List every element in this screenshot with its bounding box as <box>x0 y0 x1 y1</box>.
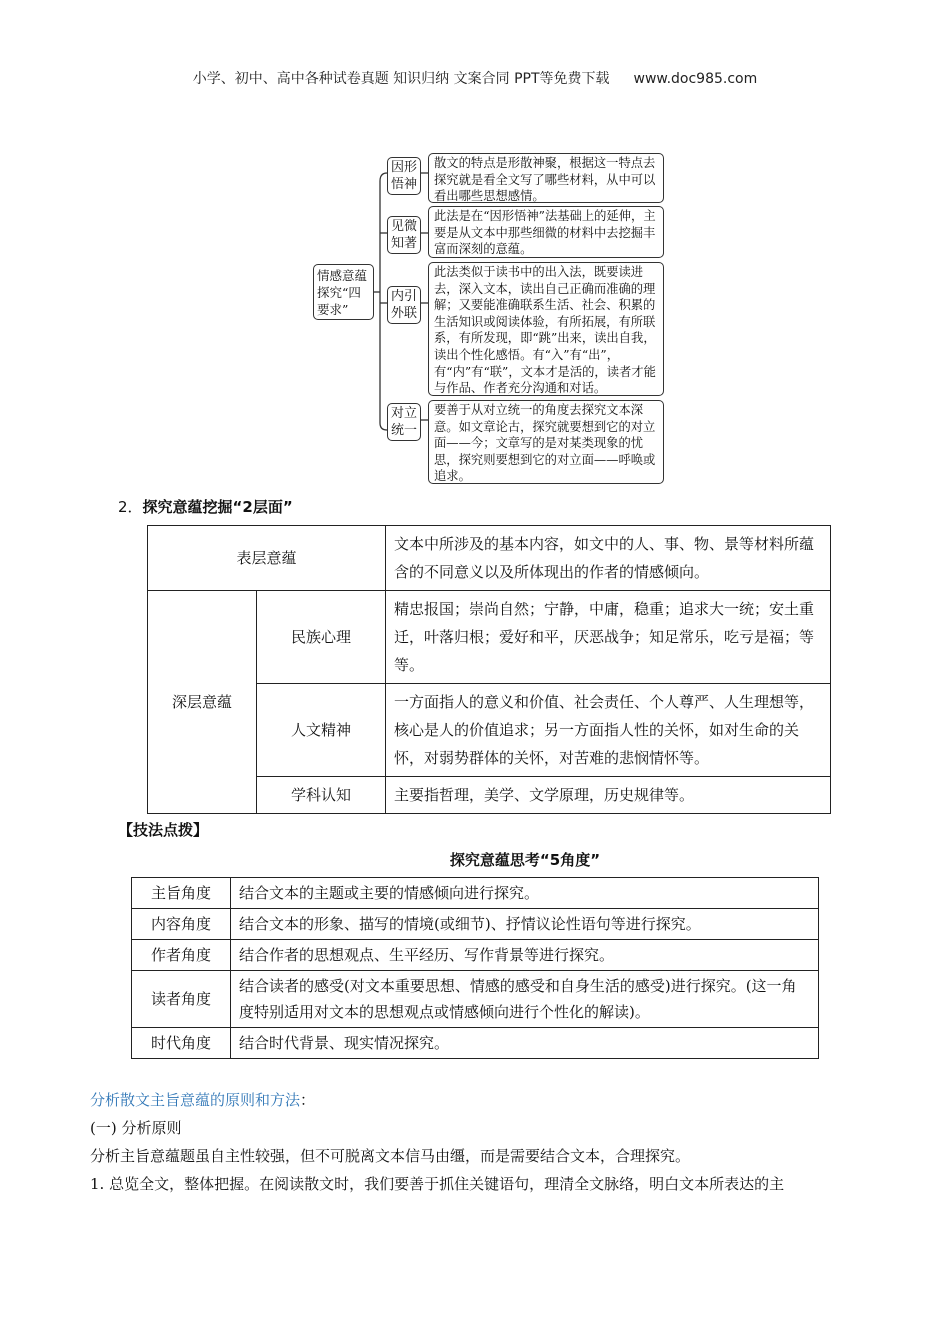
angles-table-title-text: 探究意蕴思考“5角度” <box>449 851 601 869</box>
surface-label: 表层意蕴 <box>148 526 386 591</box>
deep-row-text: 精忠报国；崇尚自然；宁静，中庸，稳重；追求大一统；安土重迁，叶落归根；爱好和平，厌恶战争；知足常乐，吃亏是福；等等。 <box>386 591 831 684</box>
branch-label-0: 因形悟神 <box>387 157 421 195</box>
angle-value: 结合时代背景、现实情况探究。 <box>231 1028 819 1059</box>
branch-label-1: 见微知著 <box>387 216 421 254</box>
deep-row-label: 学科认知 <box>257 777 386 814</box>
tip-label: 【技法点拨】 <box>118 821 209 839</box>
branch-label-3: 对立统一 <box>387 403 421 441</box>
table-row <box>132 971 819 1028</box>
angle-key: 时代角度 <box>132 1028 231 1059</box>
analysis-heading <box>90 1089 315 1110</box>
analysis-para2: 1. 总览全文，整体把握。在阅读散文时，我们要善于抓住关键语句，理清全文脉络，明白文本所表达的主 <box>90 1175 785 1193</box>
angle-key: 作者角度 <box>132 940 231 971</box>
table-row <box>132 940 819 971</box>
header-text: 小学、初中、高中各种试卷真题 知识归纳 文案合同 PPT等免费下载 <box>192 71 610 87</box>
angle-key: 主旨角度 <box>132 878 231 909</box>
deep-row-label: 民族心理 <box>257 591 386 684</box>
deep-row-label: 人文精神 <box>257 684 386 777</box>
mind-map-root: 情感意蕴探究“四要求” <box>313 264 374 320</box>
surface-text: 文本中所涉及的基本内容，如文中的人、事、物、景等材料所蕴含的不同意义以及所体现出的作者的情感倾向。 <box>386 526 831 591</box>
header-url[interactable]: www.doc985.com <box>633 71 758 87</box>
branch-desc-3: 要善于从对立统一的角度去探究文本深意。如文章论古，探究就要想到它的对立面——今；文章写的是对某类现象的忧思，探究则要想到它的对立面——呼唤或追求。 <box>428 400 664 484</box>
meaning-levels-table <box>147 525 831 814</box>
deep-label: 深层意蕴 <box>148 591 257 814</box>
section-2-number: 2． <box>118 498 143 516</box>
deep-row-text: 一方面指人的意义和价值、社会责任、个人尊严、人生理想等，核心是人的价值追求；另一方面指人性的关怀，如对生命的关怀，对弱势群体的关怀，对苦难的悲悯情怀等。 <box>386 684 831 777</box>
angle-value: 结合作者的思想观点、生平经历、写作背景等进行探究。 <box>231 940 819 971</box>
analysis-heading-colon: ： <box>300 1091 316 1109</box>
angle-value: 结合文本的主题或主要的情感倾向进行探究。 <box>231 878 819 909</box>
table-row <box>132 1028 819 1059</box>
section-2-text: 探究意蕴挖掘“2层面” <box>142 498 293 516</box>
angles-table <box>131 877 819 1059</box>
branch-label-2: 内引外联 <box>387 286 421 324</box>
table-row <box>148 526 831 591</box>
angle-key: 读者角度 <box>132 971 231 1028</box>
table-row <box>132 909 819 940</box>
branch-desc-0: 散文的特点是形散神聚，根据这一特点去探究就是看全文写了哪些材料，从中可以看出哪些思想感情。 <box>428 153 664 203</box>
analysis-sub1: (一) 分析原则 <box>90 1119 182 1137</box>
table-row <box>132 878 819 909</box>
table-row <box>148 591 831 684</box>
deep-row-text: 主要指哲理，美学、文学原理，历史规律等。 <box>386 777 831 814</box>
branch-desc-2: 此法类似于读书中的出入法，既要读进去，深入文本，读出自己正确而准确的理解；又要能准确联系生活、社会、积累的生活知识或阅读体验，有所拓展，有所联系，有所发现，即“跳”出来，读出自我，读出个性化感悟。有“入”有“出”，有“内”有“联”，文本才是活的，读者才能与作品、作者充分沟通和对话。 <box>428 262 664 396</box>
angles-table-title <box>0 849 950 870</box>
analysis-heading-text: 分析散文主旨意蕴的原则和方法 <box>90 1091 301 1109</box>
angle-value: 结合读者的感受(对文本重要思想、情感的感受和自身生活的感受)进行探究。(这一角度特别适用对文本的思想观点或情感倾向进行个性化的解读)。 <box>231 971 819 1028</box>
angle-value: 结合文本的形象、描写的情境(或细节)、抒情议论性语句等进行探究。 <box>231 909 819 940</box>
angle-key: 内容角度 <box>132 909 231 940</box>
branch-desc-1: 此法是在“因形悟神”法基础上的延伸，主要是从文本中那些细微的材料中去挖掘丰富而深刻的意蕴。 <box>428 206 664 258</box>
section-2-title <box>118 496 293 517</box>
analysis-para1: 分析主旨意蕴题虽自主性较强，但不可脱离文本信马由缰，而是需要结合文本，合理探究。 <box>90 1147 691 1165</box>
